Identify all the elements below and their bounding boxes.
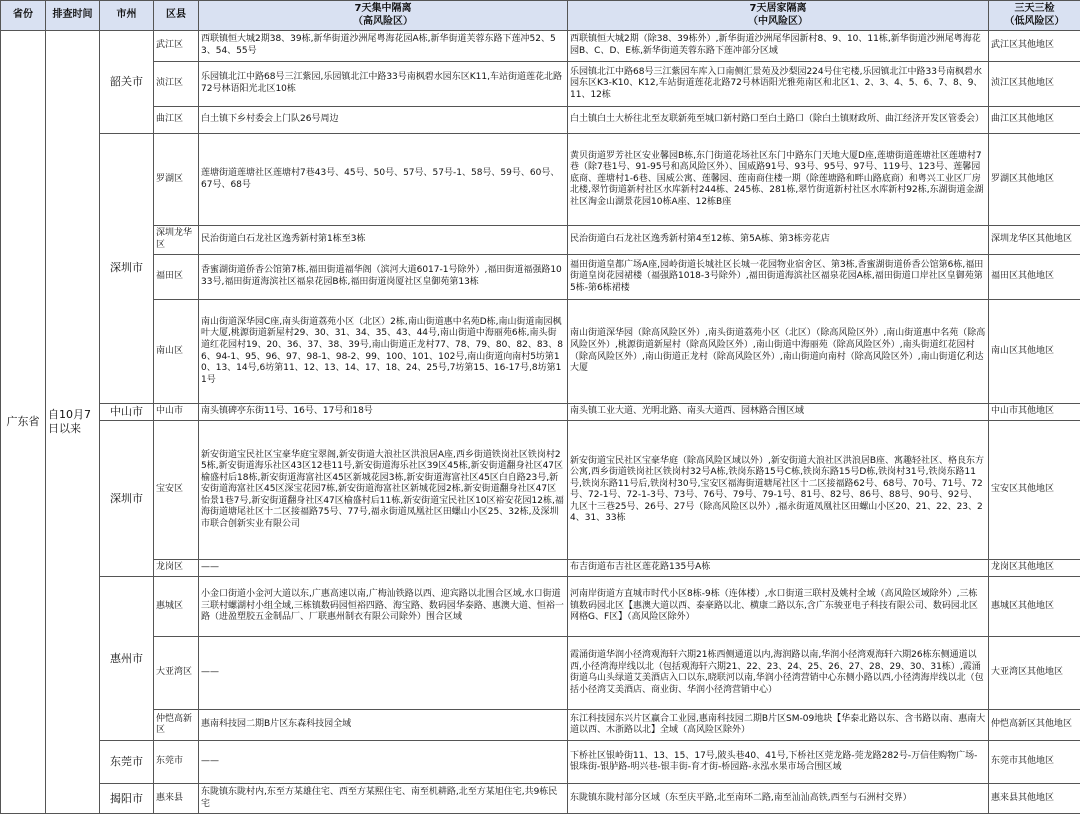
mid-risk-cell: 福田街道皇都广场A座,园岭街道长城社区长城一花园物业宿舍区、第3栋,香蜜湖街道侨香公馆第6栋,福田街道皇岗花园裙楼（福强路1018-3号除外）,福田街道海滨社区福泉花园A栋,福田街道口岸社区皇御苑第5栋-第6栋裙楼 <box>568 255 989 300</box>
table-row <box>1 421 1080 560</box>
header-district: 区县 <box>154 1 199 31</box>
district-cell: 大亚湾区 <box>154 637 199 710</box>
district-cell: 曲江区 <box>154 107 199 134</box>
header-low-sub: （低风险区） <box>1004 15 1065 27</box>
low-risk-cell: 惠城区其他地区 <box>989 577 1080 637</box>
city-huizhou: 惠州市 <box>100 577 154 741</box>
table-row <box>1 31 1080 62</box>
high-risk-cell: 南头镇碑亭东街11号、16号、17号和18号 <box>199 404 568 421</box>
high-risk-cell: 新安街道宝民社区宝豪华庭宝翠阁,新安街道大浪社区洪浪居A座,西乡街道铁岗社区铁岗村25栋,新安街道海乐社区43区12巷11号,新安街道海乐社区39区45栋,新安街道翻身社区47区榆盛村后18栋,新安街道海富社区45区新城花园3栋,新安街道海富社区45区白自路23号,新安街道海富社区45区深宝花园7栋,新安街道海富社区新城花园2栋,新安街道翻身社区47区怡景1巷7号,新安街道翻身社区47区榆盛村后11栋,新安街道宝民社区10区裕安花园12栋,福海街道塘尾社区十二区接福路75号、77号,福永街道凤凰社区田螺山小区25、32栋,及深圳市联合创新实业有限公司 <box>199 421 568 560</box>
header-high-title: 7天集中隔离 <box>354 2 412 14</box>
mid-risk-cell: 南头镇工业大道、光明北路、南头大道西、园林路合围区域 <box>568 404 989 421</box>
table-row <box>1 107 1080 134</box>
mid-risk-cell: 白土镇白土大桥往北至友联新苑至城口新村路口至白土路口（除白土镇财政所、曲江经济开发区管委会） <box>568 107 989 134</box>
mid-risk-cell: 布吉街道布吉社区莲花路135号A栋 <box>568 560 989 577</box>
table-row <box>1 560 1080 577</box>
header-mid-sub: （中风险区） <box>748 15 808 27</box>
low-risk-cell: 仲恺高新区其他地区 <box>989 710 1080 741</box>
mid-risk-cell: 南山街道深华园（除高风险区外）,南头街道荔苑小区（北区）（除高风险区外）,南山街道惠中名苑（除高风险区外）,桃源街道新屋村（除高风险区外）,南山街道中海丽苑（除高风险区外）,南头街道红花园村（除高风险区外）,南山街道正龙村（除高风险区外）,南山街道向南村（除高风险区外）,南山街道亿利达大厦 <box>568 300 989 404</box>
mid-risk-cell: 民治街道白石龙社区逸秀新村第4至12栋、第5A栋、第3栋旁花店 <box>568 226 989 255</box>
low-risk-cell: 深圳龙华区其他地区 <box>989 226 1080 255</box>
high-risk-cell: —— <box>199 741 568 784</box>
low-risk-cell: 东莞市其他地区 <box>989 741 1080 784</box>
header-high-risk <box>199 1 568 31</box>
table-row <box>1 404 1080 421</box>
high-risk-cell: 南山街道深华园C座,南头街道荔苑小区（北区）2栋,南山街道惠中名苑D栋,南山街道南园枫叶大厦,桃源街道新屋村29、30、31、34、35、43、44号,南山街道中海丽苑6栋,南头街道红花园村19、20、36、37、38、39号,南山街道正龙村77、78、79、80、82、83、86、94-1、95、96、97、98-1、98-2、99、100、101、102号,南山街道向南村5坊第10、13、14号,6坊第11、12、13、14、17、18、24、25号,7坊第15、16-17号,8坊第11号 <box>199 300 568 404</box>
low-risk-cell: 大亚湾区其他地区 <box>989 637 1080 710</box>
district-cell: 浈江区 <box>154 62 199 107</box>
table-row <box>1 637 1080 710</box>
header-city: 市州 <box>100 1 154 31</box>
district-cell: 龙岗区 <box>154 560 199 577</box>
low-risk-cell: 曲江区其他地区 <box>989 107 1080 134</box>
mid-risk-cell: 河南岸街道方直城市时代小区8栋-9栋（连体楼）,水口街道三联村及姚村全域（高风险区域除外）,三栋镇数码园北区【惠澳大道以西、泰豪路以北、横康二路以东,含广东骏亚电子科技有限公司、数码园北区网格G、F区】（高风险区除外） <box>568 577 989 637</box>
district-cell: 武江区 <box>154 31 199 62</box>
high-risk-cell: 莲塘街道莲塘社区莲塘村7巷43号、45号、50号、57号、57号-1、58号、59号、60号、67号、68号 <box>199 134 568 226</box>
table-row <box>1 134 1080 226</box>
table-row <box>1 577 1080 637</box>
district-cell: 中山市 <box>154 404 199 421</box>
high-risk-cell: 小金口街道小金河大道以东,广惠高速以南,广梅汕铁路以西、迎宾路以北围合区域,水口街道三联村螺湖村小组全域,三栋镇数码园恒裕四路、海宝路、数码园华泰路、惠澳大道、恒裕一路（进盈塑胶五金制品厂、厂联惠州制衣有限公司除外）围合区域 <box>199 577 568 637</box>
city-shaoguan: 韶关市 <box>100 31 154 134</box>
high-risk-cell: 东陇镇东陇村内,东至方某雄住宅、西至方某熙住宅、南至机耕路,北至方某旭住宅,共9栋民宅 <box>199 784 568 814</box>
low-risk-cell: 南山区其他地区 <box>989 300 1080 404</box>
district-cell: 惠来县 <box>154 784 199 814</box>
district-cell: 深圳龙华区 <box>154 226 199 255</box>
low-risk-cell: 武江区其他地区 <box>989 31 1080 62</box>
high-risk-cell: 香蜜湖街道侨香公馆第7栋,福田街道福华阁（滨河大道6017-1号除外）,福田街道福强路1033号,福田街道海滨社区福泉花园B栋,福田街道岗厦社区皇御苑第13栋 <box>199 255 568 300</box>
high-risk-cell: 乐园镇北江中路68号三江紫园,乐园镇北江中路33号南枫碧水园东区K11,车站街道莲花北路72号林语阳光北区10栋 <box>199 62 568 107</box>
header-mid-title: 7天居家隔离 <box>749 2 807 14</box>
district-cell: 宝安区 <box>154 421 199 560</box>
table-row <box>1 226 1080 255</box>
table-header-row <box>1 1 1080 31</box>
header-low-title: 三天三检 <box>1014 2 1055 14</box>
high-risk-cell: 民治街道白石龙社区逸秀新村第1栋至3栋 <box>199 226 568 255</box>
high-risk-cell: 惠南科技园二期B片区东森科技园全域 <box>199 710 568 741</box>
header-mid-risk <box>568 1 989 31</box>
district-cell: 东莞市 <box>154 741 199 784</box>
low-risk-cell: 龙岗区其他地区 <box>989 560 1080 577</box>
low-risk-cell: 福田区其他地区 <box>989 255 1080 300</box>
high-risk-cell: —— <box>199 560 568 577</box>
mid-risk-cell: 西联镇恒大城2期（除38、39栋外）,新华街道沙洲尾华园新村8、9、10、11栋,新华街道沙洲尾粤海花园B、C、D、E栋,新华街道芙蓉东路下莲冲部分区域 <box>568 31 989 62</box>
table-row <box>1 62 1080 107</box>
table-row <box>1 255 1080 300</box>
low-risk-cell: 中山市其他地区 <box>989 404 1080 421</box>
high-risk-cell: 白土镇下乡村委会上门队26号周边 <box>199 107 568 134</box>
city-jieyang: 揭阳市 <box>100 784 154 814</box>
district-cell: 罗湖区 <box>154 134 199 226</box>
high-risk-cell: 西联镇恒大城2期38、39栋,新华街道沙洲尾粤海花园A栋,新华街道芙蓉东路下莲冲52、53、54、55号 <box>199 31 568 62</box>
header-high-sub: （高风险区） <box>353 15 413 27</box>
city-shenzhen-1: 深圳市 <box>100 134 154 404</box>
table-row <box>1 784 1080 814</box>
district-cell: 福田区 <box>154 255 199 300</box>
low-risk-cell: 惠来县其他地区 <box>989 784 1080 814</box>
province-cell: 广东省 <box>1 31 46 814</box>
mid-risk-cell: 东陇镇东陇村部分区域（东至庆平路,北至南环二路,南至汕汕高铁,西至与石洲村交界） <box>568 784 989 814</box>
city-shenzhen-2: 深圳市 <box>100 421 154 577</box>
mid-risk-cell: 下桥社区银岭街11、13、15、17号,陂头巷40、41号,下桥社区莞龙路-莞龙路282号-万信佳购物广场-银珠街-银胪路-明兴巷-银丰街-育才街-桥园路-永泓水果市场合围区域 <box>568 741 989 784</box>
district-cell: 惠城区 <box>154 577 199 637</box>
low-risk-cell: 浈江区其他地区 <box>989 62 1080 107</box>
table-row <box>1 300 1080 404</box>
header-province: 省份 <box>1 1 46 31</box>
low-risk-cell: 罗湖区其他地区 <box>989 134 1080 226</box>
mid-risk-cell: 霞涌街道华润小径湾观海轩六期21栋西侧通道以内,海润路以南,华润小径湾观海轩六期26栋东侧通道以西,小径湾海岸线以北（包括观海轩六期21、22、23、24、25、26、27、28、29、30、31栋）,霞涌街道乌山头绿道艾美酒店入口以东,晓联河以南,华润小径湾营销中心东侧小路以西,小径湾海岸线以北（包括小径湾艾美酒店、商业街、华润小径湾营销中心） <box>568 637 989 710</box>
low-risk-cell: 宝安区其他地区 <box>989 421 1080 560</box>
city-zhongshan: 中山市 <box>100 404 154 421</box>
city-dongguan: 东莞市 <box>100 741 154 784</box>
mid-risk-cell: 黄贝街道罗芳社区安业馨园B栋,东门街道花场社区东门中路东门天地大厦D座,莲塘街道莲塘社区莲塘村7巷（除7巷1号、91-95号和高风险区外）、国威路91号、93号、95号、97号、119号、123号、莲馨园底商、莲塘村1-6巷、国威公寓、莲馨园、莲南商住楼一期（除莲塘路和畔山路底商）和粤兴工业区厂房北楼,翠竹街道新村社区水库新村244栋、245栋、281栋,翠竹街道新村社区水库新村92栋,东湖街道金湖社区淘金山湖景花园10栋A座、12栋B座 <box>568 134 989 226</box>
header-low-risk <box>989 1 1080 31</box>
table-row <box>1 741 1080 784</box>
mid-risk-cell: 新安街道宝民社区宝豪华庭（除高风险区域以外）,新安街道大浪社区洪浪居B座、寓趣轻社区、格良东方公寓,西乡街道铁岗社区铁岗村32号A栋,铁岗东路15号C栋,铁岗东路15号D栋,铁岗村31号,铁岗东路11号,铁岗东路11号后,铁岗村30号,宝安区福海街道塘尾社区十二区接福路62号、68号、70号、71号、72号、72-1号、72-1-3号、73号、76号、79号、79-1号、81号、82号、86号、88号、90号、92号、九区十三巷25号、26号、27号（除高风险区以外）,福永街道凤凰社区田螺山小区20、21、22、23、24、31、33栋 <box>568 421 989 560</box>
header-time: 排查时间 <box>46 1 100 31</box>
table-row <box>1 710 1080 741</box>
mid-risk-cell: 乐园镇北江中路68号三江紫园车库入口南侧汇景苑及沙梨园224号住宅楼,乐园镇北江中路33号南枫碧水园东区K3-K10、K12,车站街道莲花北路72号林语阳光雅苑南区和北区1、2、3、4、5、6、7、8、9、11、12栋 <box>568 62 989 107</box>
time-cell: 自10月7日以来 <box>46 31 100 814</box>
mid-risk-cell: 东江科技园东兴片区赢合工业园,惠南科技园二期B片区SM-09地块【华泰北路以东、含书路以南、惠南大道以西、木浙路以北】全域（高风险区除外） <box>568 710 989 741</box>
district-cell: 仲恺高新区 <box>154 710 199 741</box>
district-cell: 南山区 <box>154 300 199 404</box>
high-risk-cell: —— <box>199 637 568 710</box>
